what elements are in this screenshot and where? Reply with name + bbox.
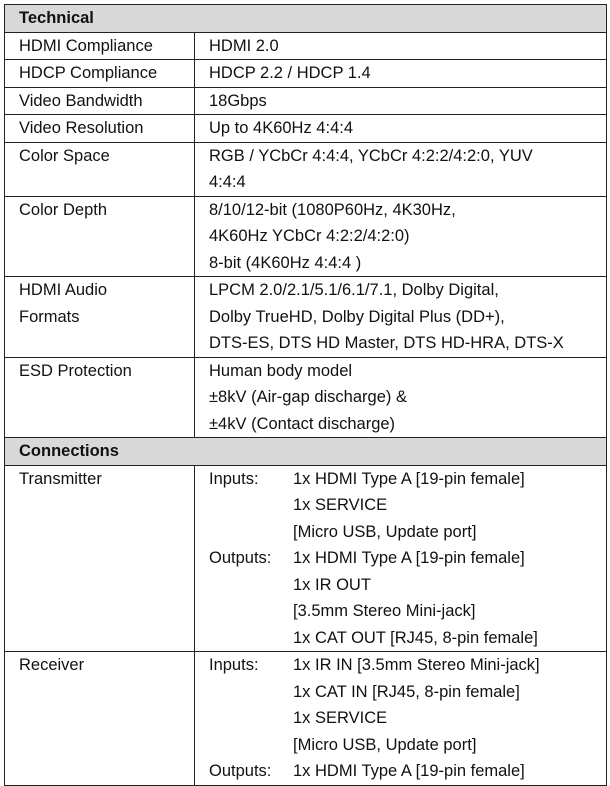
connection-line [209,625,606,652]
spec-label-cell [5,357,195,438]
spec-value-line: 8/10/12-bit (1080P60Hz, 4K30Hz, [209,200,456,219]
connection-port: 1x IR IN [3.5mm Stereo Mini-jack] [293,656,540,674]
spec-value-line: ±8kV (Air-gap discharge) & [209,388,407,406]
spec-label-cell [5,32,195,60]
spec-value-line: HDCP 2.2 / HDCP 1.4 [209,64,371,82]
connection-port-group [209,572,293,599]
spec-value-line: DTS-ES, DTS HD Master, DTS HD-HRA, DTS-X [209,334,564,352]
connection-line [209,652,606,679]
connection-port: 1x IR OUT [293,575,371,594]
technical-row [5,196,607,277]
spec-label-cell [5,115,195,143]
connection-port: [3.5mm Stereo Mini-jack] [293,602,476,620]
connection-label: Transmitter [19,469,102,488]
spec-value-line: LPCM 2.0/2.1/5.1/6.1/7.1, Dolby Digital, [209,281,499,299]
spec-table-body [5,5,607,786]
connection-line [209,572,606,599]
spec-label: Formats [19,307,80,326]
technical-row [5,357,607,438]
connection-line [209,545,606,572]
connection-port-group [209,732,293,759]
spec-label-cell [5,87,195,115]
connection-port-group: Outputs: [209,762,272,780]
spec-value-cell [195,196,607,277]
spec-value-line: RGB / YCbCr 4:4:4, YCbCr 4:2:2/4:2:0, YUV [209,146,533,165]
spec-label-cell [5,142,195,196]
spec-label: Color Depth [19,200,108,219]
spec-value-line: HDMI 2.0 [209,36,279,55]
connection-port-group [209,625,293,652]
technical-row [5,87,607,115]
connection-line [209,598,606,625]
connection-line [209,758,606,785]
connection-line [209,679,606,706]
connection-port-group [209,492,293,519]
spec-value-cell [195,87,607,115]
connection-port-group: Outputs: [209,549,272,567]
connection-port: 1x SERVICE [293,496,388,514]
technical-row [5,115,607,143]
connection-port: 1x SERVICE [293,709,388,727]
connection-label-cell [5,465,195,652]
spec-value-cell [195,357,607,438]
technical-row [5,277,607,358]
connection-line [209,732,606,759]
connection-port-group [209,679,293,706]
spec-label: HDMI Audio [19,281,108,299]
spec-value-line: Dolby TrueHD, Dolby Digital Plus (DD+), [209,307,505,326]
connection-label: Receiver [19,656,85,674]
connection-port-group [209,705,293,732]
spec-value-cell [195,142,607,196]
spec-label: HDCP Compliance [19,64,158,82]
connection-port: [Micro USB, Update port] [293,735,477,754]
connection-port: 1x HDMI Type A [19-pin female] [293,549,525,567]
spec-label-cell [5,196,195,277]
connection-line [209,466,606,493]
spec-value-line: Human body model [209,361,353,380]
spec-value-line: 8-bit (4K60Hz 4:4:4 ) [209,253,362,272]
spec-label: HDMI Compliance [19,36,153,55]
connection-port: [Micro USB, Update port] [293,522,477,541]
spec-label: Color Space [19,146,110,165]
connection-label-cell [5,652,195,786]
spec-value-cell [195,60,607,88]
connection-line [209,519,606,546]
connection-row [5,465,607,652]
spec-value-cell [195,32,607,60]
section-header-row [5,5,607,33]
spec-value-line: 4:4:4 [209,173,246,191]
spec-label: ESD Protection [19,361,132,380]
technical-row [5,32,607,60]
section-header-row [5,438,607,466]
spec-label-cell [5,60,195,88]
section-header-technical: Technical [5,5,607,33]
connection-port-group: Inputs: [209,469,259,488]
spec-label: Video Resolution [19,119,144,137]
connection-port-group: Inputs: [209,656,259,674]
spec-label: Video Bandwidth [19,91,143,110]
connection-port-group [209,598,293,625]
spec-value-line: 18Gbps [209,91,267,110]
connection-port: 1x HDMI Type A [19-pin female] [293,762,525,780]
spec-value-cell [195,277,607,358]
connection-port: 1x CAT IN [RJ45, 8-pin female] [293,682,520,701]
connection-value-cell [195,465,607,652]
spec-value-line: Up to 4K60Hz 4:4:4 [209,119,354,137]
connection-line [209,492,606,519]
spec-value-line: ±4kV (Contact discharge) [209,414,396,433]
technical-row [5,60,607,88]
spec-value-cell [195,115,607,143]
connection-value-cell [195,652,607,786]
connection-row [5,652,607,786]
section-header-connections: Connections [5,438,607,466]
spec-label-cell [5,277,195,358]
spec-value-line: 4K60Hz YCbCr 4:2:2/4:2:0) [209,227,410,245]
connection-port-group [209,519,293,546]
connection-port: 1x HDMI Type A [19-pin female] [293,469,525,488]
technical-row [5,142,607,196]
spec-table [4,4,607,786]
connection-port: 1x CAT OUT [RJ45, 8-pin female] [293,628,538,647]
connection-line [209,705,606,732]
